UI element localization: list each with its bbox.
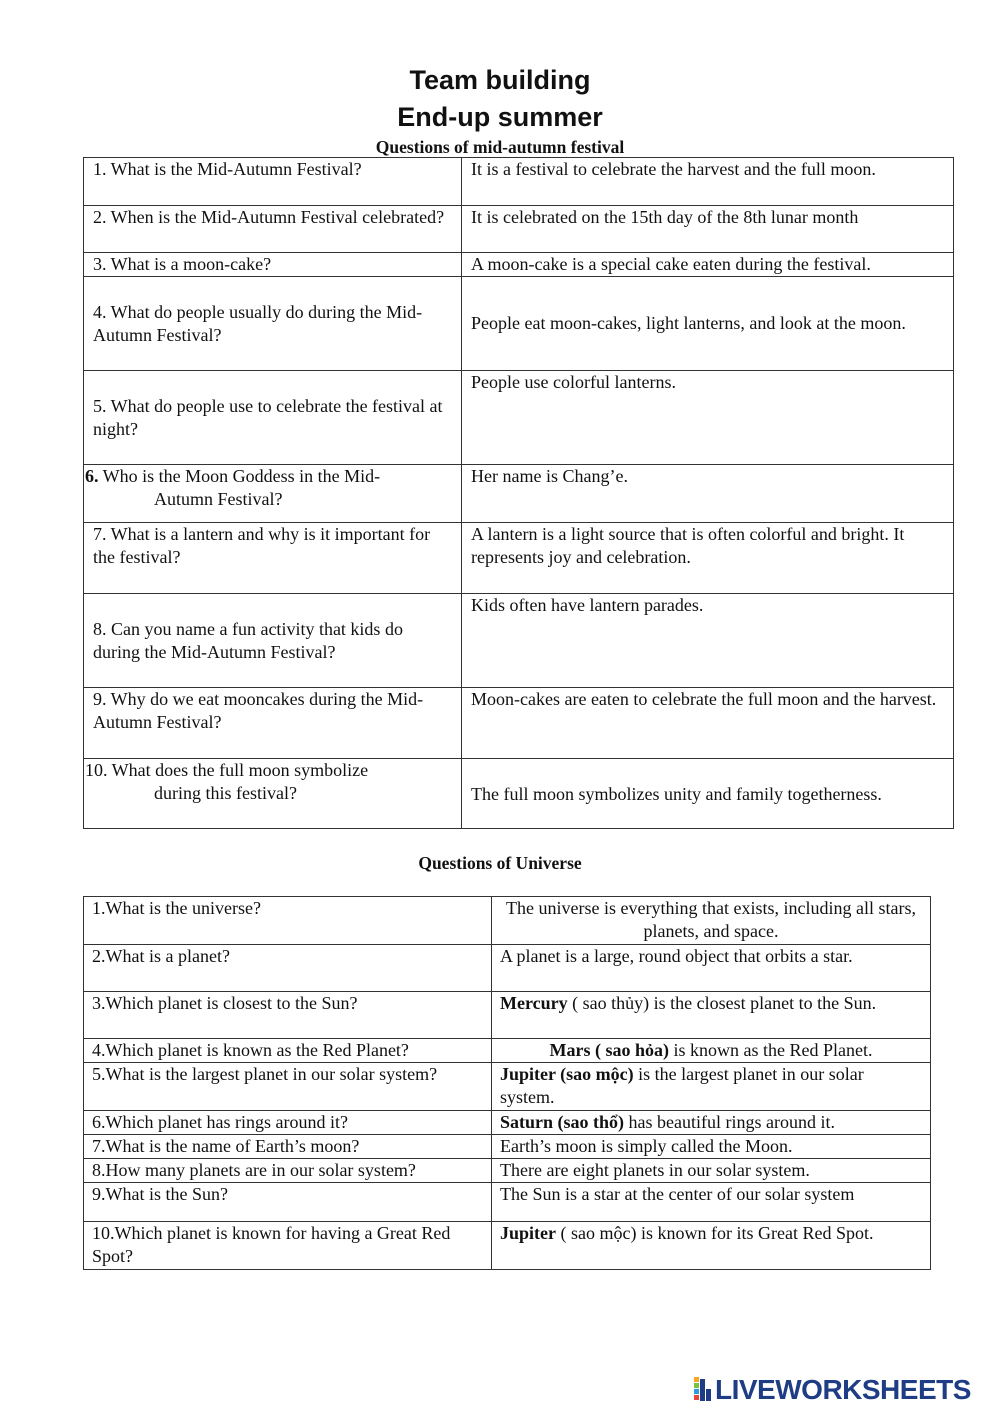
answer-cell: Earth’s moon is simply called the Moon.: [492, 1135, 931, 1159]
table-row: [84, 897, 931, 945]
answer-cell: [492, 1111, 931, 1135]
answer-cell: [492, 1039, 931, 1063]
question-cell: 9. Why do we eat mooncakes during the Mid-Autumn Festival?: [84, 688, 462, 759]
answer-cell: The full moon symbolizes unity and family togetherness.: [462, 759, 954, 829]
table-row: [84, 759, 954, 829]
table-row: [84, 1111, 931, 1135]
worksheet-subtitle: End-up summer: [397, 102, 603, 132]
question-cell: 7.What is the name of Earth’s moon?: [84, 1135, 492, 1159]
question-text: Who is the Moon Goddess in the Mid-: [98, 466, 381, 486]
question-text-continued: Autumn Festival?: [154, 489, 283, 509]
question-cell: 8.How many planets are in our solar system?: [84, 1159, 492, 1183]
table-row: [84, 945, 931, 992]
table-row: [84, 253, 954, 277]
question-cell: [84, 759, 462, 829]
table-row: [84, 1063, 931, 1111]
answer-cell: Moon-cakes are eaten to celebrate the full moon and the harvest.: [462, 688, 954, 759]
answer-text: ( sao mộc) is known for its Great Red Spot.: [556, 1223, 874, 1243]
answer-cell: There are eight planets in our solar system.: [492, 1159, 931, 1183]
liveworksheets-brand: LIVEWORKSHEETS: [715, 1374, 971, 1405]
question-cell: 4. What do people usually do during the Mid-Autumn Festival?: [84, 277, 462, 371]
answer-keyword: Mercury: [500, 993, 568, 1013]
table-row: [84, 523, 954, 594]
question-cell: 3. What is a moon-cake?: [84, 253, 462, 277]
table-row: [84, 371, 954, 465]
answer-keyword: Jupiter: [500, 1223, 556, 1243]
question-cell: 2. When is the Mid-Autumn Festival celebrated?: [84, 206, 462, 253]
question-cell: 5. What do people use to celebrate the festival at night?: [84, 371, 462, 465]
answer-cell: A planet is a large, round object that orbits a star.: [492, 945, 931, 992]
worksheet-title: Team building: [409, 65, 591, 95]
answer-keyword: Saturn (sao thổ): [500, 1112, 625, 1132]
question-cell: 7. What is a lantern and why is it important for the festival?: [84, 523, 462, 594]
answer-text: has beautiful rings around it.: [624, 1112, 835, 1132]
answer-cell: People use colorful lanterns.: [462, 371, 954, 465]
question-cell: 4.Which planet is known as the Red Planet?: [84, 1039, 492, 1063]
liveworksheets-logo-icon: [694, 1377, 712, 1403]
mid-autumn-heading: Questions of mid-autumn festival: [375, 137, 625, 157]
table-row: [84, 1159, 931, 1183]
answer-cell: It is celebrated on the 15th day of the 8th lunar month: [462, 206, 954, 253]
question-cell: 9.What is the Sun?: [84, 1183, 492, 1222]
answer-cell: The universe is everything that exists, including all stars, planets, and space.: [492, 897, 931, 945]
question-cell: 8. Can you name a fun activity that kids do during the Mid-Autumn Festival?: [84, 594, 462, 688]
answer-text: is known as the Red Planet.: [669, 1040, 873, 1060]
question-text: 10. What does the full moon symbolize: [85, 760, 369, 780]
question-cell: 10.Which planet is known for having a Great Red Spot?: [84, 1222, 492, 1270]
question-cell: 3.Which planet is closest to the Sun?: [84, 992, 492, 1039]
question-cell: [84, 465, 462, 523]
answer-cell: People eat moon-cakes, light lanterns, and look at the moon.: [462, 277, 954, 371]
mid-autumn-table: [83, 157, 954, 829]
answer-text: is the largest planet in our solar system.: [500, 1064, 864, 1107]
universe-heading: Questions of Universe: [418, 853, 582, 873]
answer-cell: [492, 1063, 931, 1111]
question-cell: 5.What is the largest planet in our solar system?: [84, 1063, 492, 1111]
question-text-continued: during this festival?: [154, 783, 297, 803]
table-row: [84, 465, 954, 523]
answer-cell: A moon-cake is a special cake eaten during the festival.: [462, 253, 954, 277]
answer-keyword: Mars ( sao hỏa): [549, 1040, 669, 1060]
table-row: [84, 158, 954, 206]
question-cell: 1.What is the universe?: [84, 897, 492, 945]
table-row: [84, 992, 931, 1039]
answer-cell: [492, 1222, 931, 1270]
answer-cell: Her name is Chang’e.: [462, 465, 954, 523]
table-row: [84, 206, 954, 253]
table-row: [84, 277, 954, 371]
question-cell: 1. What is the Mid-Autumn Festival?: [84, 158, 462, 206]
answer-cell: [492, 992, 931, 1039]
answer-cell: The Sun is a star at the center of our solar system: [492, 1183, 931, 1222]
table-row: [84, 1183, 931, 1222]
answer-cell: It is a festival to celebrate the harvest and the full moon.: [462, 158, 954, 206]
answer-keyword: Jupiter (sao mộc): [500, 1064, 634, 1084]
question-cell: 2.What is a planet?: [84, 945, 492, 992]
answer-text: ( sao thủy) is the closest planet to the Sun.: [567, 993, 877, 1013]
table-row: [84, 1135, 931, 1159]
table-row: [84, 1039, 931, 1063]
answer-cell: A lantern is a light source that is often colorful and bright. It represents joy and celebration.: [462, 523, 954, 594]
question-cell: 6.Which planet has rings around it?: [84, 1111, 492, 1135]
answer-cell: Kids often have lantern parades.: [462, 594, 954, 688]
liveworksheets-logo: [694, 1374, 971, 1406]
table-row: [84, 1222, 931, 1270]
table-row: [84, 594, 954, 688]
universe-table: [83, 896, 931, 1270]
question-number: 6.: [85, 466, 99, 486]
table-row: [84, 688, 954, 759]
